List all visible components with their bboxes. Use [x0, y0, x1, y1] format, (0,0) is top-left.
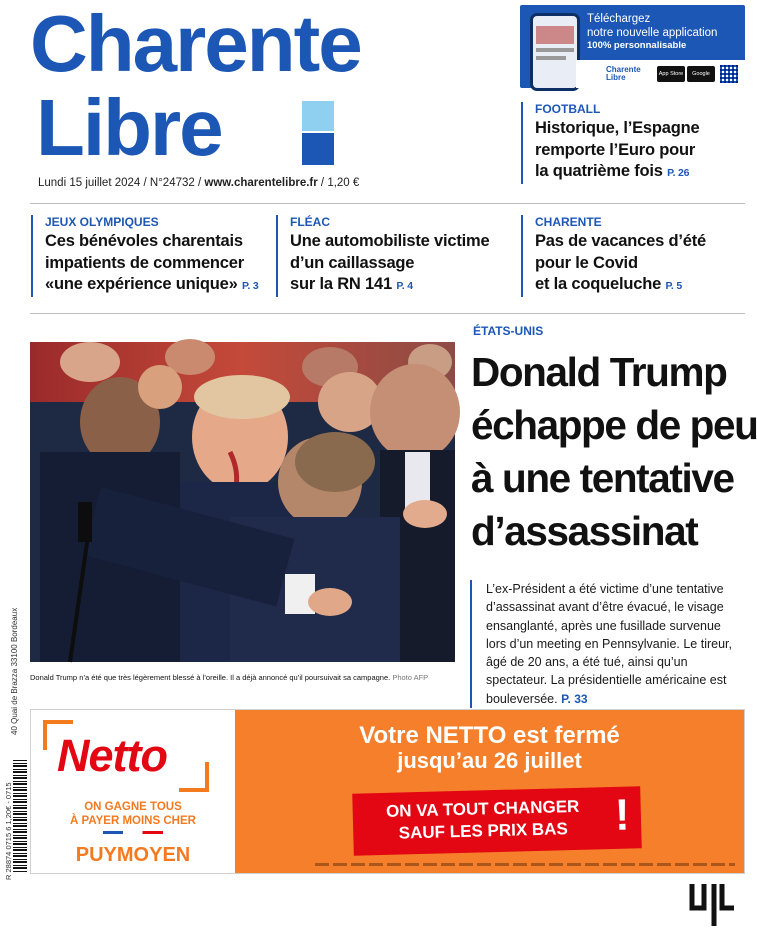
netto-advertisement[interactable]: [30, 709, 745, 874]
ad-promo-box: [352, 786, 642, 856]
barcode-text: R 28874 0715 6 1,20€ - 0715: [4, 782, 13, 880]
slogan-line: À PAYER MOINS CHER: [70, 815, 196, 827]
issue-line: Lundi 15 juillet 2024 / N°24732 / www.charentelibre.fr / 1,20 €: [38, 177, 360, 189]
ad-headline-1: Votre NETTO est fermé: [359, 722, 620, 749]
teaser-line: pour le Covid: [535, 253, 638, 272]
teaser-headline: [535, 118, 746, 185]
teaser-line: Ces bénévoles charentais: [45, 232, 243, 250]
teaser-kicker: FLÉAC: [290, 215, 330, 229]
slogan-line: ON GAGNE TOUS: [84, 801, 182, 813]
photo-credit: Photo AFP: [392, 673, 429, 682]
phone-icon: [530, 13, 580, 91]
divider: [30, 313, 745, 314]
headline-line: échappe de peu: [471, 402, 757, 448]
teaser-kicker: CHARENTE: [535, 215, 602, 229]
ad-message-panel: [235, 710, 744, 873]
publisher-logo-icon: [684, 878, 739, 930]
divider: [30, 203, 745, 204]
issue-price: 1,20 €: [327, 177, 360, 189]
bracket-icon: [179, 762, 209, 792]
promo-line-1: Téléchargez: [587, 13, 651, 25]
qr-code-icon: [720, 65, 738, 83]
lede-text: L’ex-Président a été victime d’une tentative d’assassinat avant d’être évacué, le visage ensanglanté, après une fusillade survenue lors d’un meeting en Pennsylvanie. Le tireur, âgé de 20 ans, a été tué, ainsi qu’un spectateur. La présidentielle américaine est bouleversée.: [486, 582, 732, 706]
caption-text: Donald Trump n’a été que très légèrement blessé à l’oreille. Il a déjà annoncé qu’il poursuivait sa campagne.: [30, 673, 391, 682]
issue-date: Lundi 15 juillet 2024: [38, 177, 141, 189]
teaser-headline: [535, 231, 746, 298]
main-story-kicker: ÉTATS-UNIS: [473, 324, 544, 338]
teaser-line: la quatrième fois: [535, 162, 663, 180]
masthead-logo: [30, 0, 490, 172]
page-ref: P. 33: [561, 691, 588, 706]
teaser-fleac[interactable]: [276, 215, 511, 297]
promo-line-3: 100% personnalisable: [587, 40, 687, 51]
page-ref: P. 4: [396, 280, 413, 292]
teaser-jeux-olympiques[interactable]: [31, 215, 261, 297]
app-store-badge[interactable]: App Store: [657, 66, 685, 82]
main-headline[interactable]: [471, 346, 757, 558]
box-line: ON VA TOUT CHANGER: [385, 796, 580, 821]
promo-line-2: notre nouvelle application: [587, 27, 718, 39]
promo-mini-logo: [606, 66, 641, 82]
headline-line: à une tentative: [471, 455, 734, 501]
teaser-line: sur la RN 141: [290, 275, 392, 293]
teaser-line: d’un caillassage: [290, 253, 415, 272]
logo-line-libre: Libre: [36, 83, 222, 172]
logo-line-charente: Charente: [30, 0, 361, 88]
teaser-headline: [290, 231, 511, 298]
issue-number: N°24732: [149, 177, 195, 189]
page-ref: P. 5: [665, 280, 683, 292]
main-story-lede: [470, 580, 742, 708]
ad-fine-print: [315, 863, 735, 866]
exclamation-icon: !: [614, 790, 631, 840]
logo-square-dark: [302, 133, 334, 165]
box-line: SAUF LES PRIX BAS: [398, 819, 569, 843]
teaser-line: Pas de vacances d’été: [535, 232, 706, 250]
ad-box-text: [352, 795, 613, 846]
netto-slogan: [31, 800, 235, 828]
teaser-charente[interactable]: [521, 215, 746, 297]
google-play-badge[interactable]: Google Play: [687, 66, 715, 82]
teaser-line: «une expérience unique»: [45, 275, 238, 293]
teaser-headline: [45, 231, 261, 298]
headline-line: Donald Trump: [471, 349, 727, 395]
mini-logo-line2: Libre: [606, 73, 626, 82]
teaser-line: Historique, l’Espagne: [535, 119, 700, 137]
page-ref: P. 26: [667, 167, 690, 179]
photo-caption: [30, 673, 428, 682]
teaser-kicker: JEUX OLYMPIQUES: [45, 215, 159, 229]
barcode-icon: [13, 760, 27, 872]
teaser-line: impatients de commencer: [45, 253, 244, 272]
website-link[interactable]: www.charentelibre.fr: [204, 177, 318, 189]
netto-logo: Netto: [57, 730, 167, 781]
ad-headline-2: jusqu’au 26 juillet: [397, 748, 582, 773]
teaser-kicker: FOOTBALL: [535, 102, 601, 116]
app-promo-banner[interactable]: [520, 5, 745, 93]
photo-illustration: [30, 342, 455, 662]
headline-line: d’assassinat: [471, 508, 698, 554]
teaser-line: remporte l’Euro pour: [535, 140, 696, 159]
main-story-photo[interactable]: [30, 342, 455, 662]
teaser-line: Une automobiliste victime: [290, 232, 490, 250]
teaser-line: et la coqueluche: [535, 275, 662, 293]
page-ref: P. 3: [241, 280, 259, 292]
logo-square-light: [302, 101, 334, 131]
publisher-address: 40 Quai de Brazza 33100 Bordeaux: [10, 607, 19, 735]
netto-city: PUYMOYEN: [75, 844, 191, 866]
mini-logo-line1: Charente: [606, 65, 641, 74]
ad-brand-panel: [31, 710, 235, 873]
french-flag-icon: [103, 831, 163, 834]
teaser-football[interactable]: [521, 102, 746, 184]
